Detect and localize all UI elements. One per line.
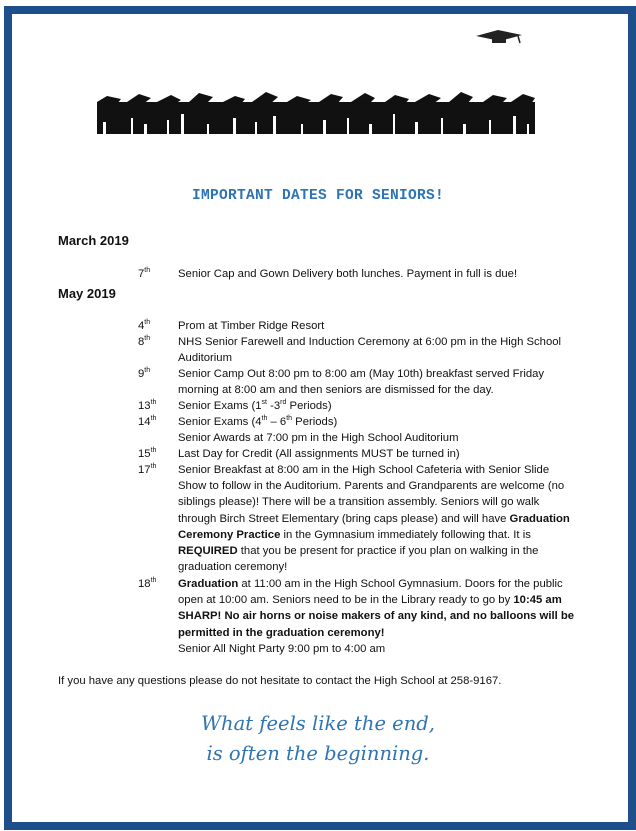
event-text: Prom at Timber Ridge Resort xyxy=(178,320,325,332)
month-heading-march: March 2019 xyxy=(58,233,129,248)
event-day: 13th xyxy=(138,399,157,412)
event-text: Graduation at 11:00 am in the High School Gymnasium. Doors for the public open at 10:00 am. Seniors need to be in the Library ready to go by 10:45 am SHARP! No air horns or noise makers of any kind, and no balloons will be permitted in the graduation ceremony! Senior All Night Party 9:00 pm to 4:00 am xyxy=(178,578,575,655)
graduation-cap-icon xyxy=(474,30,524,44)
quote-line-1: What feels like the end, xyxy=(201,712,435,735)
event-day: 14th xyxy=(138,415,157,428)
quote-line-2: is often the beginning. xyxy=(206,742,430,765)
event-day: 4th xyxy=(138,319,151,332)
event-day: 17th xyxy=(138,463,157,476)
event-text: Senior Exams (4th – 6th Periods) Senior Awards at 7:00 pm in the High School Auditorium xyxy=(178,415,459,445)
event-text: Senior Exams (1st -3rd Periods) xyxy=(178,399,332,412)
graduates-silhouette xyxy=(97,88,535,140)
event-day: 7th xyxy=(138,267,151,280)
event-text: NHS Senior Farewell and Induction Ceremony at 6:00 pm in the High School Auditorium xyxy=(178,336,562,365)
month-heading-may: May 2019 xyxy=(58,286,116,301)
event-day: 15th xyxy=(138,447,157,460)
contact-note: If you have any questions please do not hesitate to contact the High School at 258-9167. xyxy=(58,675,502,687)
event-day: 9th xyxy=(138,367,151,380)
event-text: Senior Camp Out 8:00 pm to 8:00 am (May 10th) breakfast served Friday morning at 8:00 am and then seniors are dismissed for the day. xyxy=(178,368,545,397)
event-text: Last Day for Credit (All assignments MUST be turned in) xyxy=(178,448,460,460)
event-text: Senior Cap and Gown Delivery both lunches. Payment in full is due! xyxy=(178,268,518,280)
event-day: 18th xyxy=(138,577,157,590)
event-text: Senior Breakfast at 8:00 am in the High School Cafeteria with Senior Slide Show to follow in the Auditorium. Parents and Grandparents are welcome (no siblings please)! There will be a transition assembly. Seniors will go walk through Birch Street Elementary (bring caps please) and will have Graduation Ceremony Practice in the Gymnasium immediately following that. It is REQUIRED that you be present for practice if you plan on walking in the graduation ceremony! xyxy=(178,464,570,574)
event-day: 8th xyxy=(138,335,151,348)
page-title: IMPORTANT DATES FOR SENIORS! xyxy=(191,188,445,204)
